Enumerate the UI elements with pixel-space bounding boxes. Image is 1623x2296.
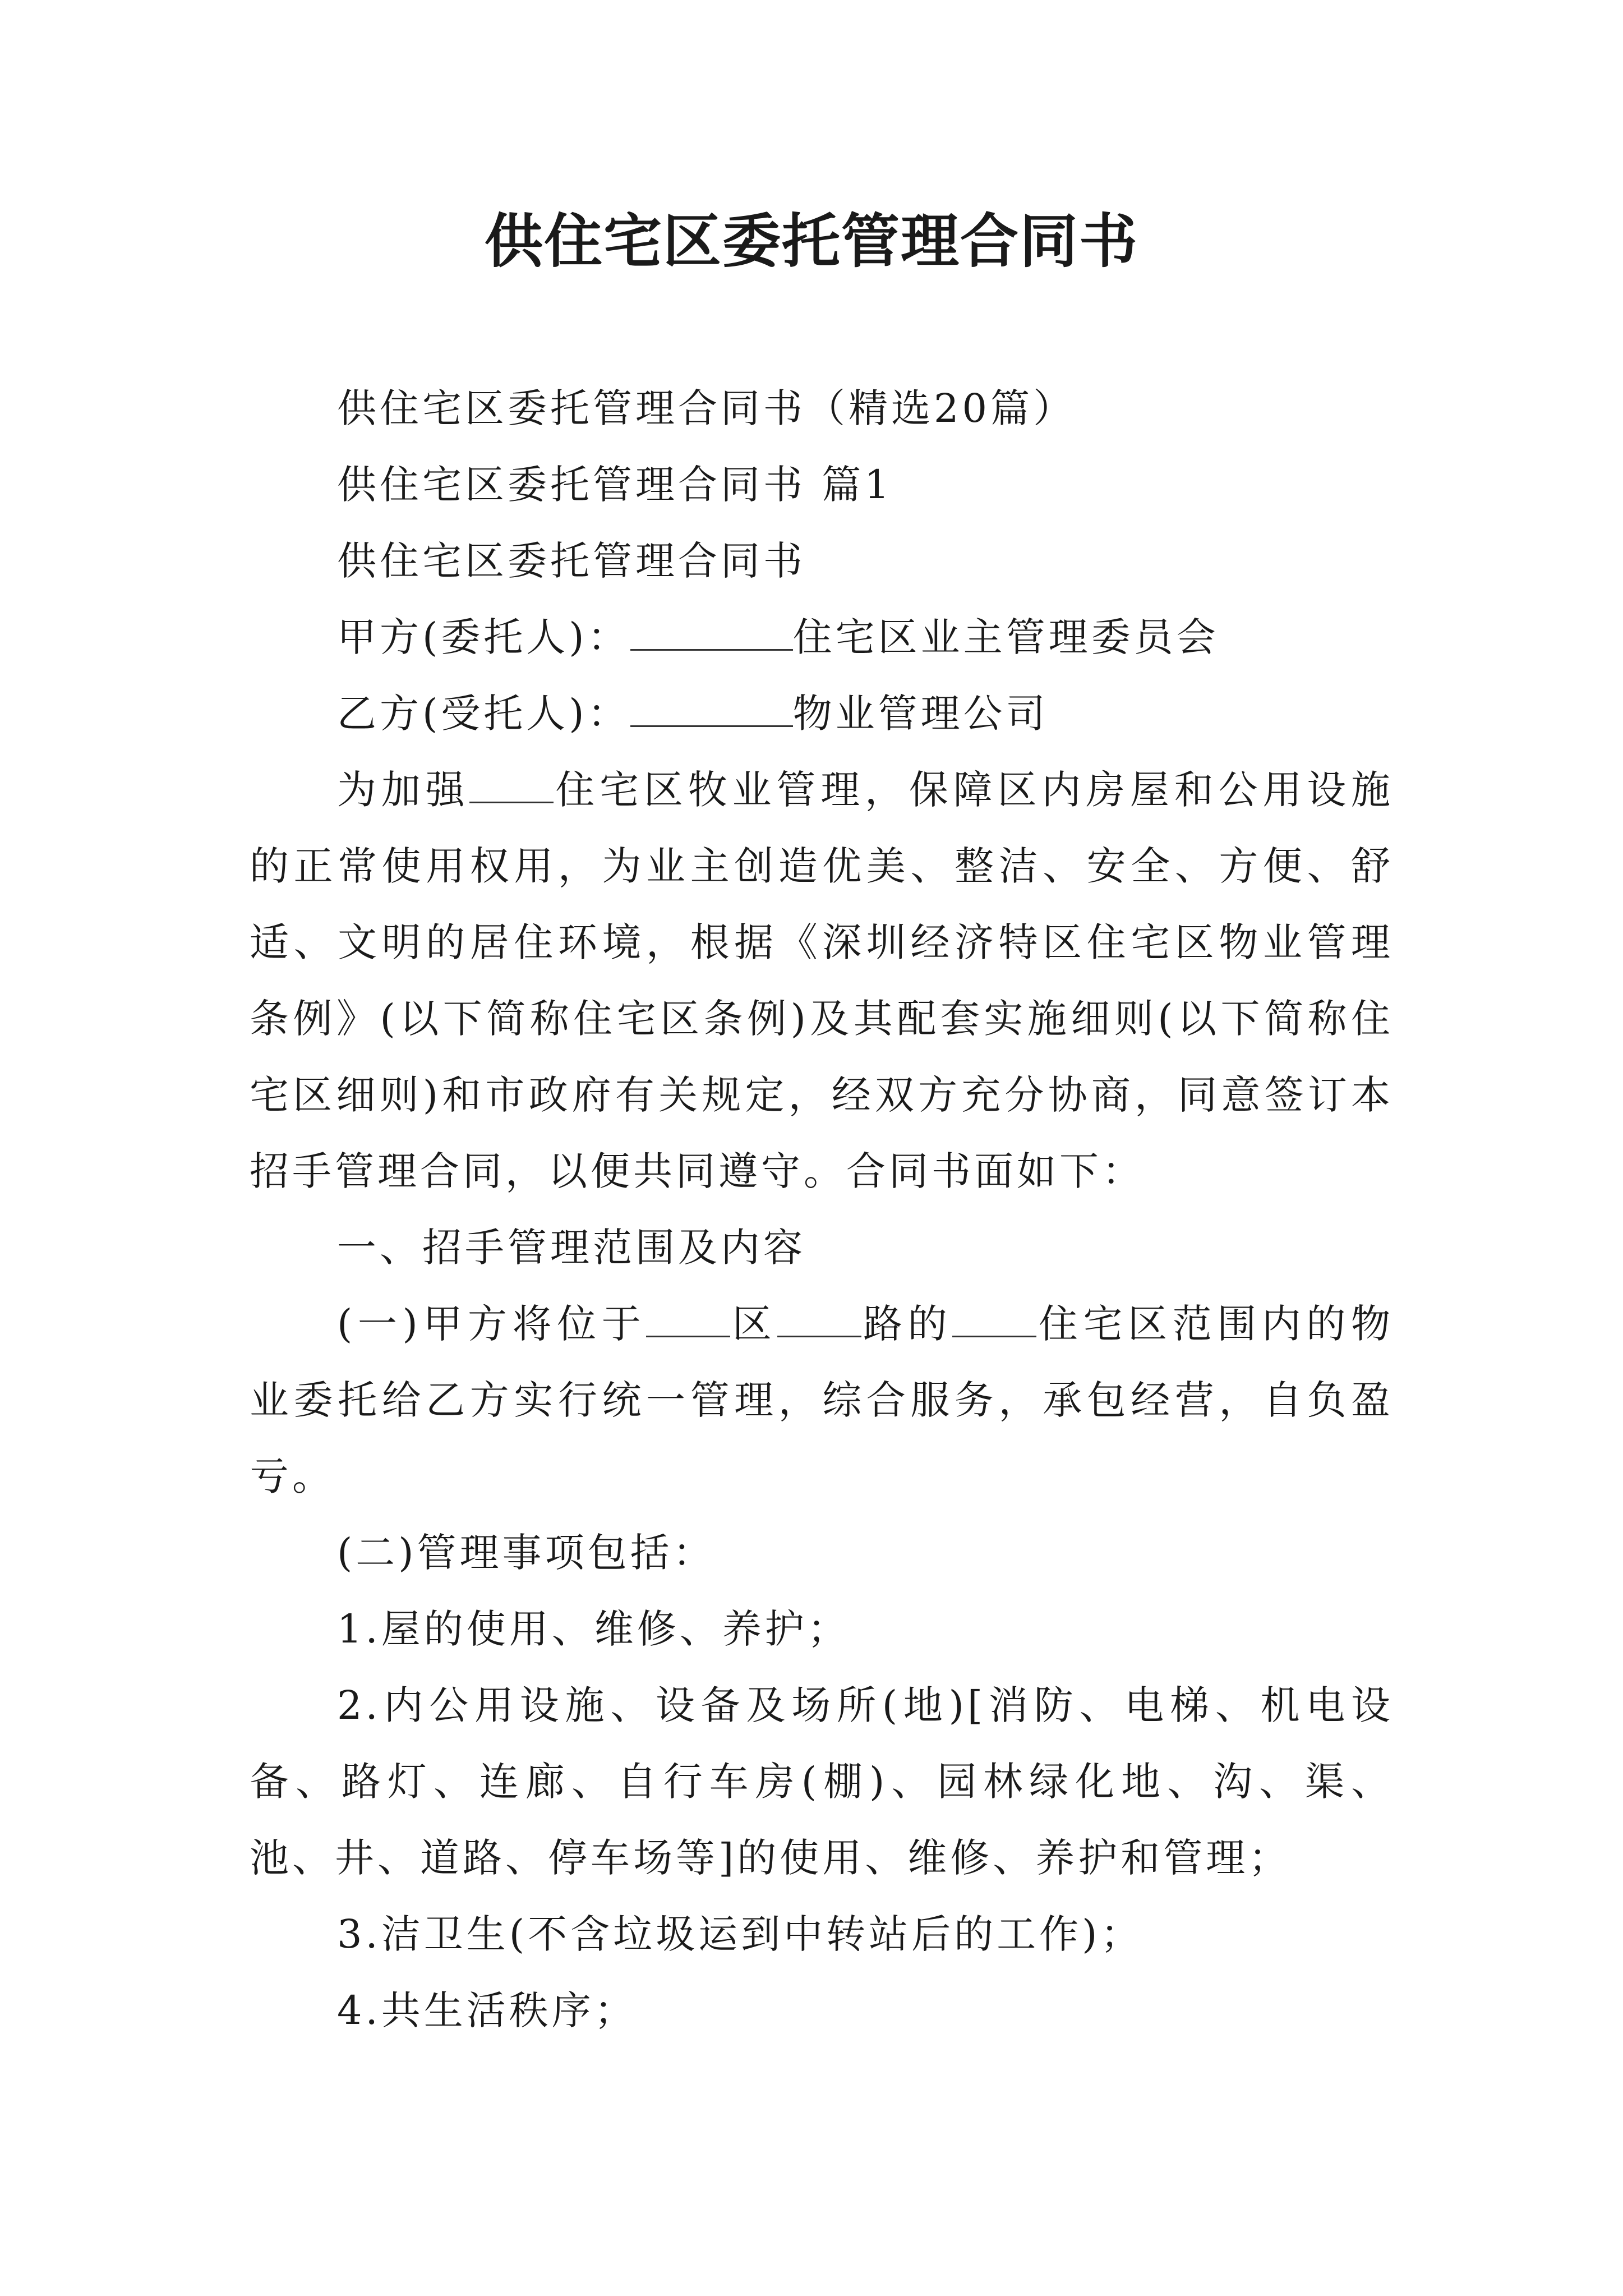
list-item-4: 4.共生活秩序； <box>337 1987 637 2033</box>
clause-1-part2: 区 <box>730 1301 777 1347</box>
clause-1-part1: (一)甲方将位于 <box>337 1301 647 1347</box>
party-a-suffix: 住宅区业主管理委员会 <box>792 614 1219 660</box>
intro-paragraph <box>250 752 1394 1209</box>
clause-1 <box>250 1286 1394 1515</box>
clause-2-heading: (二)管理事项包括： <box>337 1530 716 1576</box>
party-b-suffix: 物业管理公司 <box>792 691 1049 737</box>
party-a-line <box>250 599 1394 675</box>
intro-blank <box>469 762 554 803</box>
paragraph-collection-title: 供住宅区委托管理合同书（精选20篇） <box>337 385 1076 431</box>
document-body <box>250 370 1394 2049</box>
party-a-label: 甲方(委托人)： <box>337 614 630 660</box>
party-b-line <box>250 675 1394 752</box>
clause-1-part3: 路的 <box>861 1301 953 1347</box>
paragraph-contract-name: 供住宅区委托管理合同书 <box>337 538 806 584</box>
estate-blank <box>952 1296 1036 1337</box>
party-b-label: 乙方(受托人)： <box>337 691 630 737</box>
party-b-blank <box>630 686 793 727</box>
list-item-2: 2.内公用设施、设备及场所(地)[消防、电梯、机电设备、路灯、连廊、自行车房(棚)、园林绿化地、沟、渠、池、井、道路、停车场等]的使用、维修、养护和管理； <box>250 1682 1394 1881</box>
document-title: 供住宅区委托管理合同书 <box>484 206 1138 275</box>
list-item-1: 1.屋的使用、维修、养护； <box>337 1606 850 1652</box>
section-heading: 一、招手管理范围及内容 <box>337 1225 806 1271</box>
intro-part2: 住宅区牧业管理，保障区内房屋和公用设施的正常使用权用，为业主创造优美、整洁、安全、方便、舒适、文明的居住环境，根据《深圳经济特区住宅区物业管理条例》(以下简称住宅区条例)及其配套实施细则(以下简称住宅区细则)和市政府有关规定，经双方充分协商，同意签订本招手管理合同，以便共同遵守。合同书面如下： <box>250 767 1394 1194</box>
intro-part1: 为加强 <box>337 767 470 813</box>
clause-1-part4: 住宅区范围内的物业委托给乙方实行统一管理，综合服务，承包经营，自负盈亏。 <box>250 1301 1394 1499</box>
road-blank <box>777 1296 861 1337</box>
district-blank <box>646 1296 730 1337</box>
paragraph-article-number: 供住宅区委托管理合同书 篇1 <box>337 462 893 508</box>
list-item-3: 3.洁卫生(不含垃圾运到中转站后的工作)； <box>337 1911 1144 1957</box>
party-a-blank <box>630 610 793 651</box>
